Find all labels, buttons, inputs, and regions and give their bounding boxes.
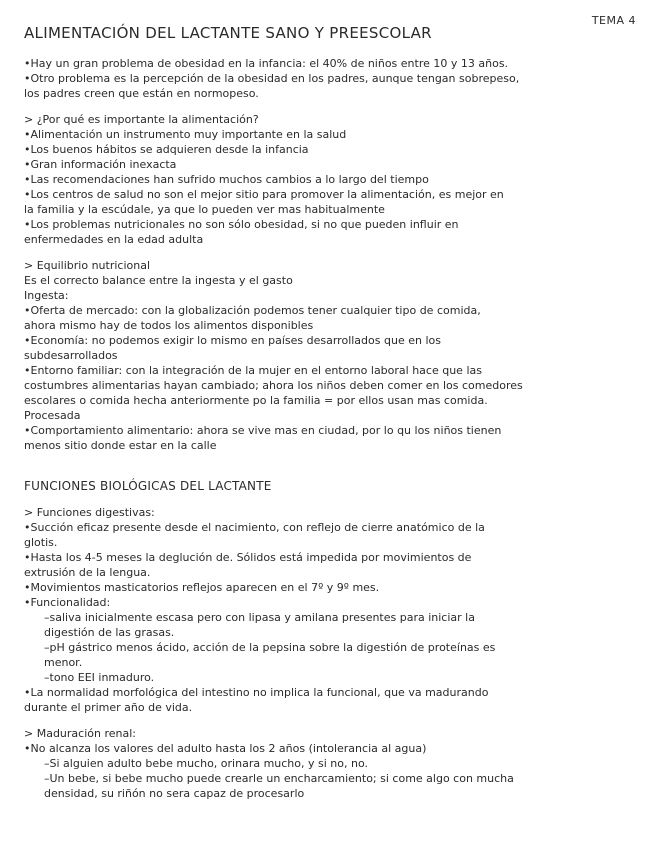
- topic-number: TEMA 4: [591, 14, 636, 27]
- text-line: glotis.: [24, 536, 58, 549]
- text-line: •Movimientos masticatorios reflejos aparecen en el 7º y 9º mes.: [24, 581, 380, 594]
- text-line: densidad, su riñón no sera capaz de procesarlo: [44, 787, 305, 800]
- intro-section: [24, 56, 630, 101]
- text-line: •La normalidad morfológica del intestino no implica la funcional, que va madurando: [24, 686, 489, 699]
- text-line: subdesarrollados: [24, 349, 118, 362]
- text-line: •Alimentación un instrumento muy importante en la salud: [24, 128, 347, 141]
- text-line: –Un bebe, si bebe mucho puede crearle un encharcamiento; si come algo con mucha: [44, 772, 514, 785]
- equilibrium-section: [24, 258, 630, 453]
- text-line: durante el primer año de vida.: [24, 701, 193, 714]
- text-line: costumbres alimentarias hayan cambiado; ahora los niños deben comer en los comedores: [24, 379, 523, 392]
- text-line: •Entorno familiar: con la integración de la mujer en el entorno laboral hace que las: [24, 364, 482, 377]
- text-line: •Los centros de salud no son el mejor sitio para promover la alimentación, es mejor en: [24, 188, 504, 201]
- text-line: Ingesta:: [24, 289, 69, 302]
- text-line: •Funcionalidad:: [24, 596, 111, 609]
- section-heading: > Equilibrio nutricional: [24, 259, 151, 272]
- functions-title: FUNCIONES BIOLÓGICAS DEL LACTANTE: [24, 479, 272, 493]
- text-line: •Succión eficaz presente desde el nacimiento, con reflejo de cierre anatómico de la: [24, 521, 485, 534]
- text-line: menos sitio donde estar en la calle: [24, 439, 217, 452]
- text-line: –Si alguien adulto bebe mucho, orinara mucho, y si no, no.: [44, 757, 368, 770]
- page-title: ALIMENTACIÓN DEL LACTANTE SANO Y PREESCOLAR: [24, 24, 432, 42]
- importance-section: [24, 112, 630, 247]
- text-line: •Hasta los 4-5 meses la deglución de. Sólidos está impedida por movimientos de: [24, 551, 472, 564]
- section-heading: > Funciones digestivas:: [24, 506, 155, 519]
- text-line: Procesada: [24, 409, 81, 422]
- text-line: •No alcanza los valores del adulto hasta los 2 años (intolerancia al agua): [24, 742, 427, 755]
- text-line: –saliva inicialmente escasa pero con lipasa y amilana presentes para iniciar la: [44, 611, 475, 624]
- text-line: los padres creen que están en normopeso.: [24, 87, 259, 100]
- section-heading: > ¿Por qué es importante la alimentación?: [24, 113, 259, 126]
- text-line: •Otro problema es la percepción de la obesidad en los padres, aunque tengan sobrepeso,: [24, 72, 520, 85]
- renal-section: [24, 726, 630, 801]
- section-heading: > Maduración renal:: [24, 727, 136, 740]
- text-line: –pH gástrico menos ácido, acción de la pepsina sobre la digestión de proteínas es: [44, 641, 496, 654]
- text-line: •Los problemas nutricionales no son sólo obesidad, si no que pueden influir en: [24, 218, 459, 231]
- text-line: ahora mismo hay de todos los alimentos disponibles: [24, 319, 314, 332]
- text-line: •Gran información inexacta: [24, 158, 177, 171]
- text-line: •Hay un gran problema de obesidad en la infancia: el 40% de niños entre 10 y 13 años.: [24, 57, 509, 70]
- text-line: •Oferta de mercado: con la globalización podemos tener cualquier tipo de comida,: [24, 304, 481, 317]
- text-line: menor.: [44, 656, 83, 669]
- text-line: •Economía: no podemos exigir lo mismo en países desarrollados que en los: [24, 334, 441, 347]
- text-line: extrusión de la lengua.: [24, 566, 151, 579]
- digestive-section: [24, 505, 630, 715]
- text-line: Es el correcto balance entre la ingesta y el gasto: [24, 274, 293, 287]
- text-line: escolares o comida hecha anteriormente po la familia = por ellos usan mas comida.: [24, 394, 488, 407]
- text-line: •Los buenos hábitos se adquieren desde la infancia: [24, 143, 309, 156]
- text-line: digestión de las grasas.: [44, 626, 175, 639]
- text-line: –tono EEI inmaduro.: [44, 671, 155, 684]
- text-line: la familia y la escúdale, ya que lo pueden ver mas habitualmente: [24, 203, 385, 216]
- text-line: •Comportamiento alimentario: ahora se vive mas en ciudad, por lo qu los niños tienen: [24, 424, 502, 437]
- text-line: enfermedades en la edad adulta: [24, 233, 204, 246]
- text-line: •Las recomendaciones han sufrido muchos cambios a lo largo del tiempo: [24, 173, 429, 186]
